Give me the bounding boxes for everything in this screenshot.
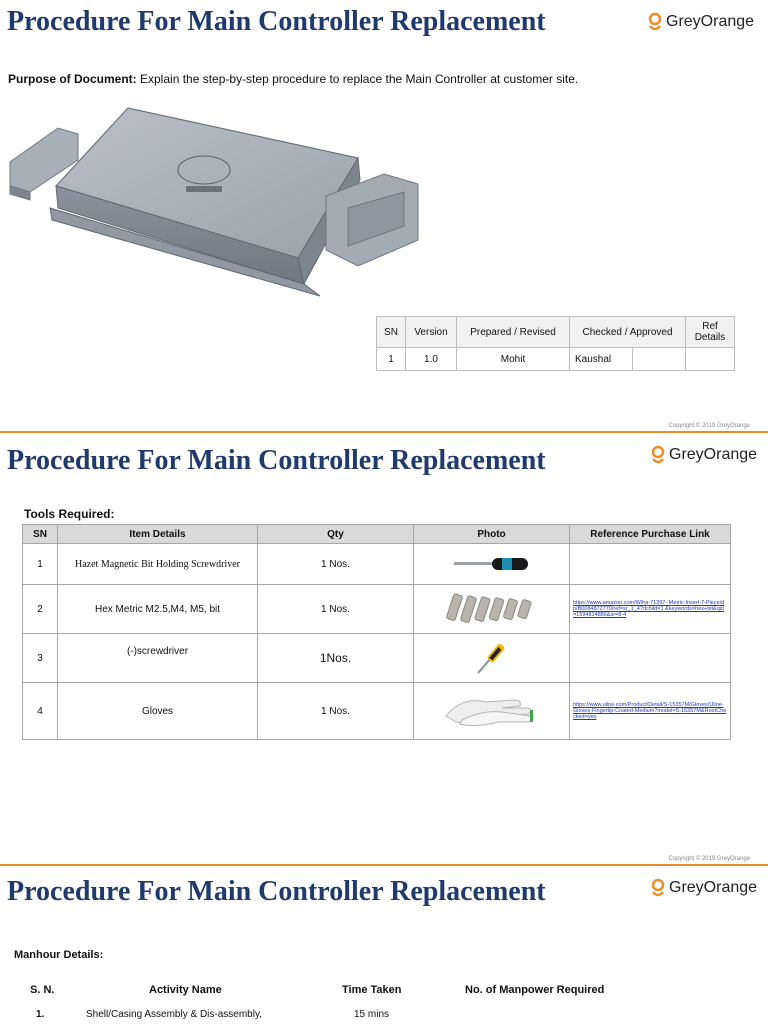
greyorange-logo — [648, 12, 754, 32]
tools-col-photo: Photo — [414, 525, 570, 544]
version-cell-ref — [686, 348, 735, 371]
version-col-sn: SN — [377, 317, 406, 348]
version-cell-prepared: Mohit — [457, 348, 570, 371]
purpose-of-document — [8, 72, 578, 86]
main-controller-image — [8, 100, 428, 310]
tools-cell-sn: 2 — [23, 585, 58, 634]
version-col-version: Version — [406, 317, 457, 348]
version-col-checked: Checked / Approved — [570, 317, 686, 348]
tools-col-sn: SN — [23, 525, 58, 544]
greyorange-logo-text: GreyOrange — [666, 13, 755, 30]
version-col-ref: Ref Details — [686, 317, 735, 348]
manhour-col-sn: S. N. — [30, 984, 55, 996]
tools-required-label: Tools Required: — [24, 507, 115, 521]
hex-bits-icon — [444, 588, 540, 628]
manhour-col-activity: Activity Name — [149, 984, 222, 996]
version-table — [376, 316, 735, 371]
version-cell-version: 1.0 — [406, 348, 457, 371]
tools-cell-photo — [414, 544, 570, 585]
greyorange-logo — [651, 878, 757, 898]
tools-cell-link — [570, 634, 731, 683]
manhour-details-label: Manhour Details: — [14, 949, 104, 961]
slide2-title: Procedure For Main Controller Replacement — [7, 445, 546, 476]
tools-cell-sn: 3 — [23, 634, 58, 683]
manhour-col-manpower: No. of Manpower Required — [465, 984, 605, 996]
manhour-cell-activity: Shell/Casing Assembly & Dis-assembly, — [86, 1009, 262, 1020]
tools-cell-photo — [414, 634, 570, 683]
flat-screwdriver-icon — [472, 637, 512, 677]
tools-cell-item: (-)screwdriver — [58, 634, 258, 683]
table-row — [23, 544, 731, 585]
tools-col-qty: Qty — [258, 525, 414, 544]
version-cell-checked: Kaushal — [570, 348, 633, 371]
tools-cell-qty: 1Nos. — [258, 634, 414, 683]
manhour-col-time: Time Taken — [342, 984, 402, 996]
table-row — [23, 585, 731, 634]
version-table-header — [377, 317, 735, 348]
greyorange-logo-icon — [651, 878, 665, 898]
version-cell-blank — [633, 348, 686, 371]
greyorange-logo-icon — [648, 12, 662, 32]
tools-cell-item: Gloves — [58, 683, 258, 740]
tools-cell-link[interactable]: https://www.amazon.com/Wiha-71397- Metric-Insert-7-Piece/dp/B0084872770/ref=sr_1_4?dchild=1 &keywords=hex+bit&qid=1594814886&sr=8-4 — [570, 585, 731, 634]
tools-cell-photo — [414, 585, 570, 634]
table-row — [377, 348, 735, 371]
tools-cell-sn: 1 — [23, 544, 58, 585]
tools-cell-link — [570, 544, 731, 585]
tools-table-header — [23, 525, 731, 544]
copyright-2: Copyright © 2019 GreyOrange — [668, 856, 750, 862]
copyright-1: Copyright © 2019 GreyOrange — [668, 423, 750, 429]
tools-cell-sn: 4 — [23, 683, 58, 740]
slide3-title: Procedure For Main Controller Replacement — [7, 876, 546, 907]
tools-col-item: Item Details — [58, 525, 258, 544]
version-col-prepared: Prepared / Revised — [457, 317, 570, 348]
greyorange-logo-text: GreyOrange — [669, 446, 758, 463]
table-row — [23, 683, 731, 740]
manhour-cell-sn: 1. — [36, 1009, 45, 1020]
tools-col-link: Reference Purchase Link — [570, 525, 731, 544]
tools-cell-qty: 1 Nos. — [258, 683, 414, 740]
version-cell-sn: 1 — [377, 348, 406, 371]
greyorange-logo — [651, 445, 757, 465]
tools-cell-qty: 1 Nos. — [258, 585, 414, 634]
purpose-label: Purpose of Document: — [8, 72, 137, 86]
manhour-cell-time: 15 mins — [354, 1009, 390, 1020]
table-row — [23, 634, 731, 683]
tools-cell-photo — [414, 683, 570, 740]
greyorange-logo-icon — [651, 445, 665, 465]
slide1-title: Procedure For Main Controller Replacement — [7, 6, 546, 37]
tools-cell-qty: 1 Nos. — [258, 544, 414, 585]
tools-cell-link[interactable]: https://www.uline.com/Product/Detail/S-15357M/Gloves/Uline-Gloves-Fingertip-Coated-Medium?model=S-15357M&RootChecked=yes — [570, 683, 731, 740]
purpose-text: Explain the step-by-step procedure to replace the Main Controller at customer site. — [136, 72, 579, 86]
tools-cell-item: Hazet Magnetic Bit Holding Screwdriver — [58, 544, 258, 585]
screwdriver-icon — [450, 550, 534, 576]
tools-cell-item: Hex Metric M2.5,M4, M5, bit — [58, 585, 258, 634]
tools-table — [22, 524, 731, 740]
gloves-icon — [442, 690, 542, 730]
slide-divider-1 — [0, 431, 768, 433]
greyorange-logo-text: GreyOrange — [669, 879, 758, 896]
slide-divider-2 — [0, 864, 768, 866]
